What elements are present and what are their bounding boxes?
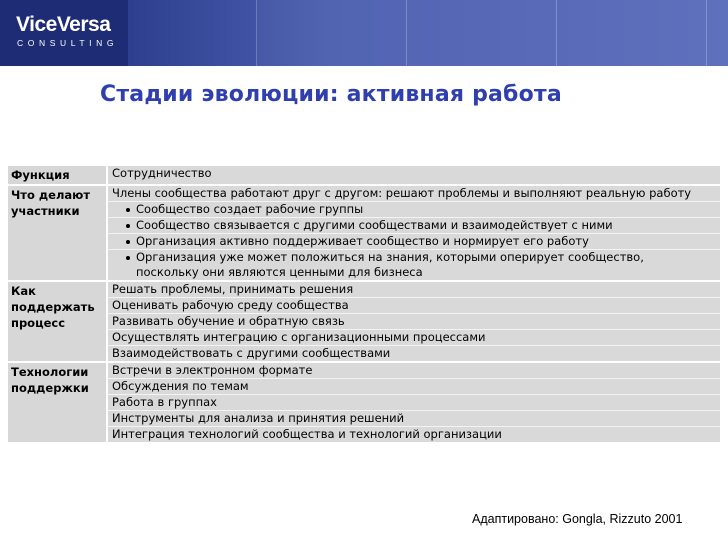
banner-panel: [406, 0, 557, 66]
header-banner: [0, 0, 728, 66]
company-logo: [0, 0, 128, 66]
table-line: Оценивать рабочую среду сообщества: [108, 298, 720, 314]
evolution-table: [8, 166, 720, 444]
banner-panel: [556, 0, 707, 66]
source-citation: Адаптировано: Gongla, Rizzuto 2001: [472, 512, 683, 526]
bullet-item: Сообщество создает рабочие группы: [108, 202, 720, 218]
table-row: [8, 282, 720, 363]
row-label: Что делают участники: [8, 186, 106, 282]
table-line: Интеграция технологий сообщества и технологий организации: [112, 427, 502, 441]
row-label: Как поддержать процесс: [8, 282, 106, 363]
row-content: [106, 186, 720, 282]
table-line: Члены сообщества работают друг с другом: решают проблемы и выполняют реальную работу: [108, 186, 720, 202]
banner-panel: [256, 0, 407, 66]
table-line: Обсуждения по темам: [108, 379, 720, 395]
table-line: Сотрудничество: [112, 166, 212, 180]
table-line: Решать проблемы, принимать решения: [108, 282, 720, 298]
row-label: Технологии поддержки: [8, 363, 106, 444]
row-content: [106, 282, 720, 363]
table-line: Взаимодействовать с другими сообществами: [112, 346, 391, 360]
slide-title: Стадии эволюции: активная работа: [100, 82, 562, 107]
bullet-item: Организация уже может положиться на знания, которыми оперирует сообщество, поскольку они являются ценными для бизнеса: [108, 250, 660, 280]
bullet-item: Сообщество связывается с другими сообществами и взаимодействует с ними: [108, 218, 720, 234]
table-line: Инструменты для анализа и принятия решений: [108, 411, 720, 427]
bullet-item: Организация активно поддерживает сообщество и нормирует его работу: [108, 234, 720, 250]
row-content: [106, 363, 720, 444]
table-line: Встречи в электронном формате: [108, 363, 720, 379]
table-row: [8, 166, 720, 186]
logo-name: ViceVersa: [16, 13, 111, 36]
table-row: [8, 186, 720, 282]
row-label: Функция: [8, 166, 106, 186]
table-line: Развивать обучение и обратную связь: [108, 314, 720, 330]
table-row: [8, 363, 720, 444]
table-line: Осуществлять интеграцию с организационными процессами: [108, 330, 720, 346]
banner-panel: [706, 0, 728, 66]
logo-subtitle: CONSULTING: [17, 38, 119, 48]
table-line: Работа в группах: [108, 395, 720, 411]
row-content: [106, 166, 720, 186]
